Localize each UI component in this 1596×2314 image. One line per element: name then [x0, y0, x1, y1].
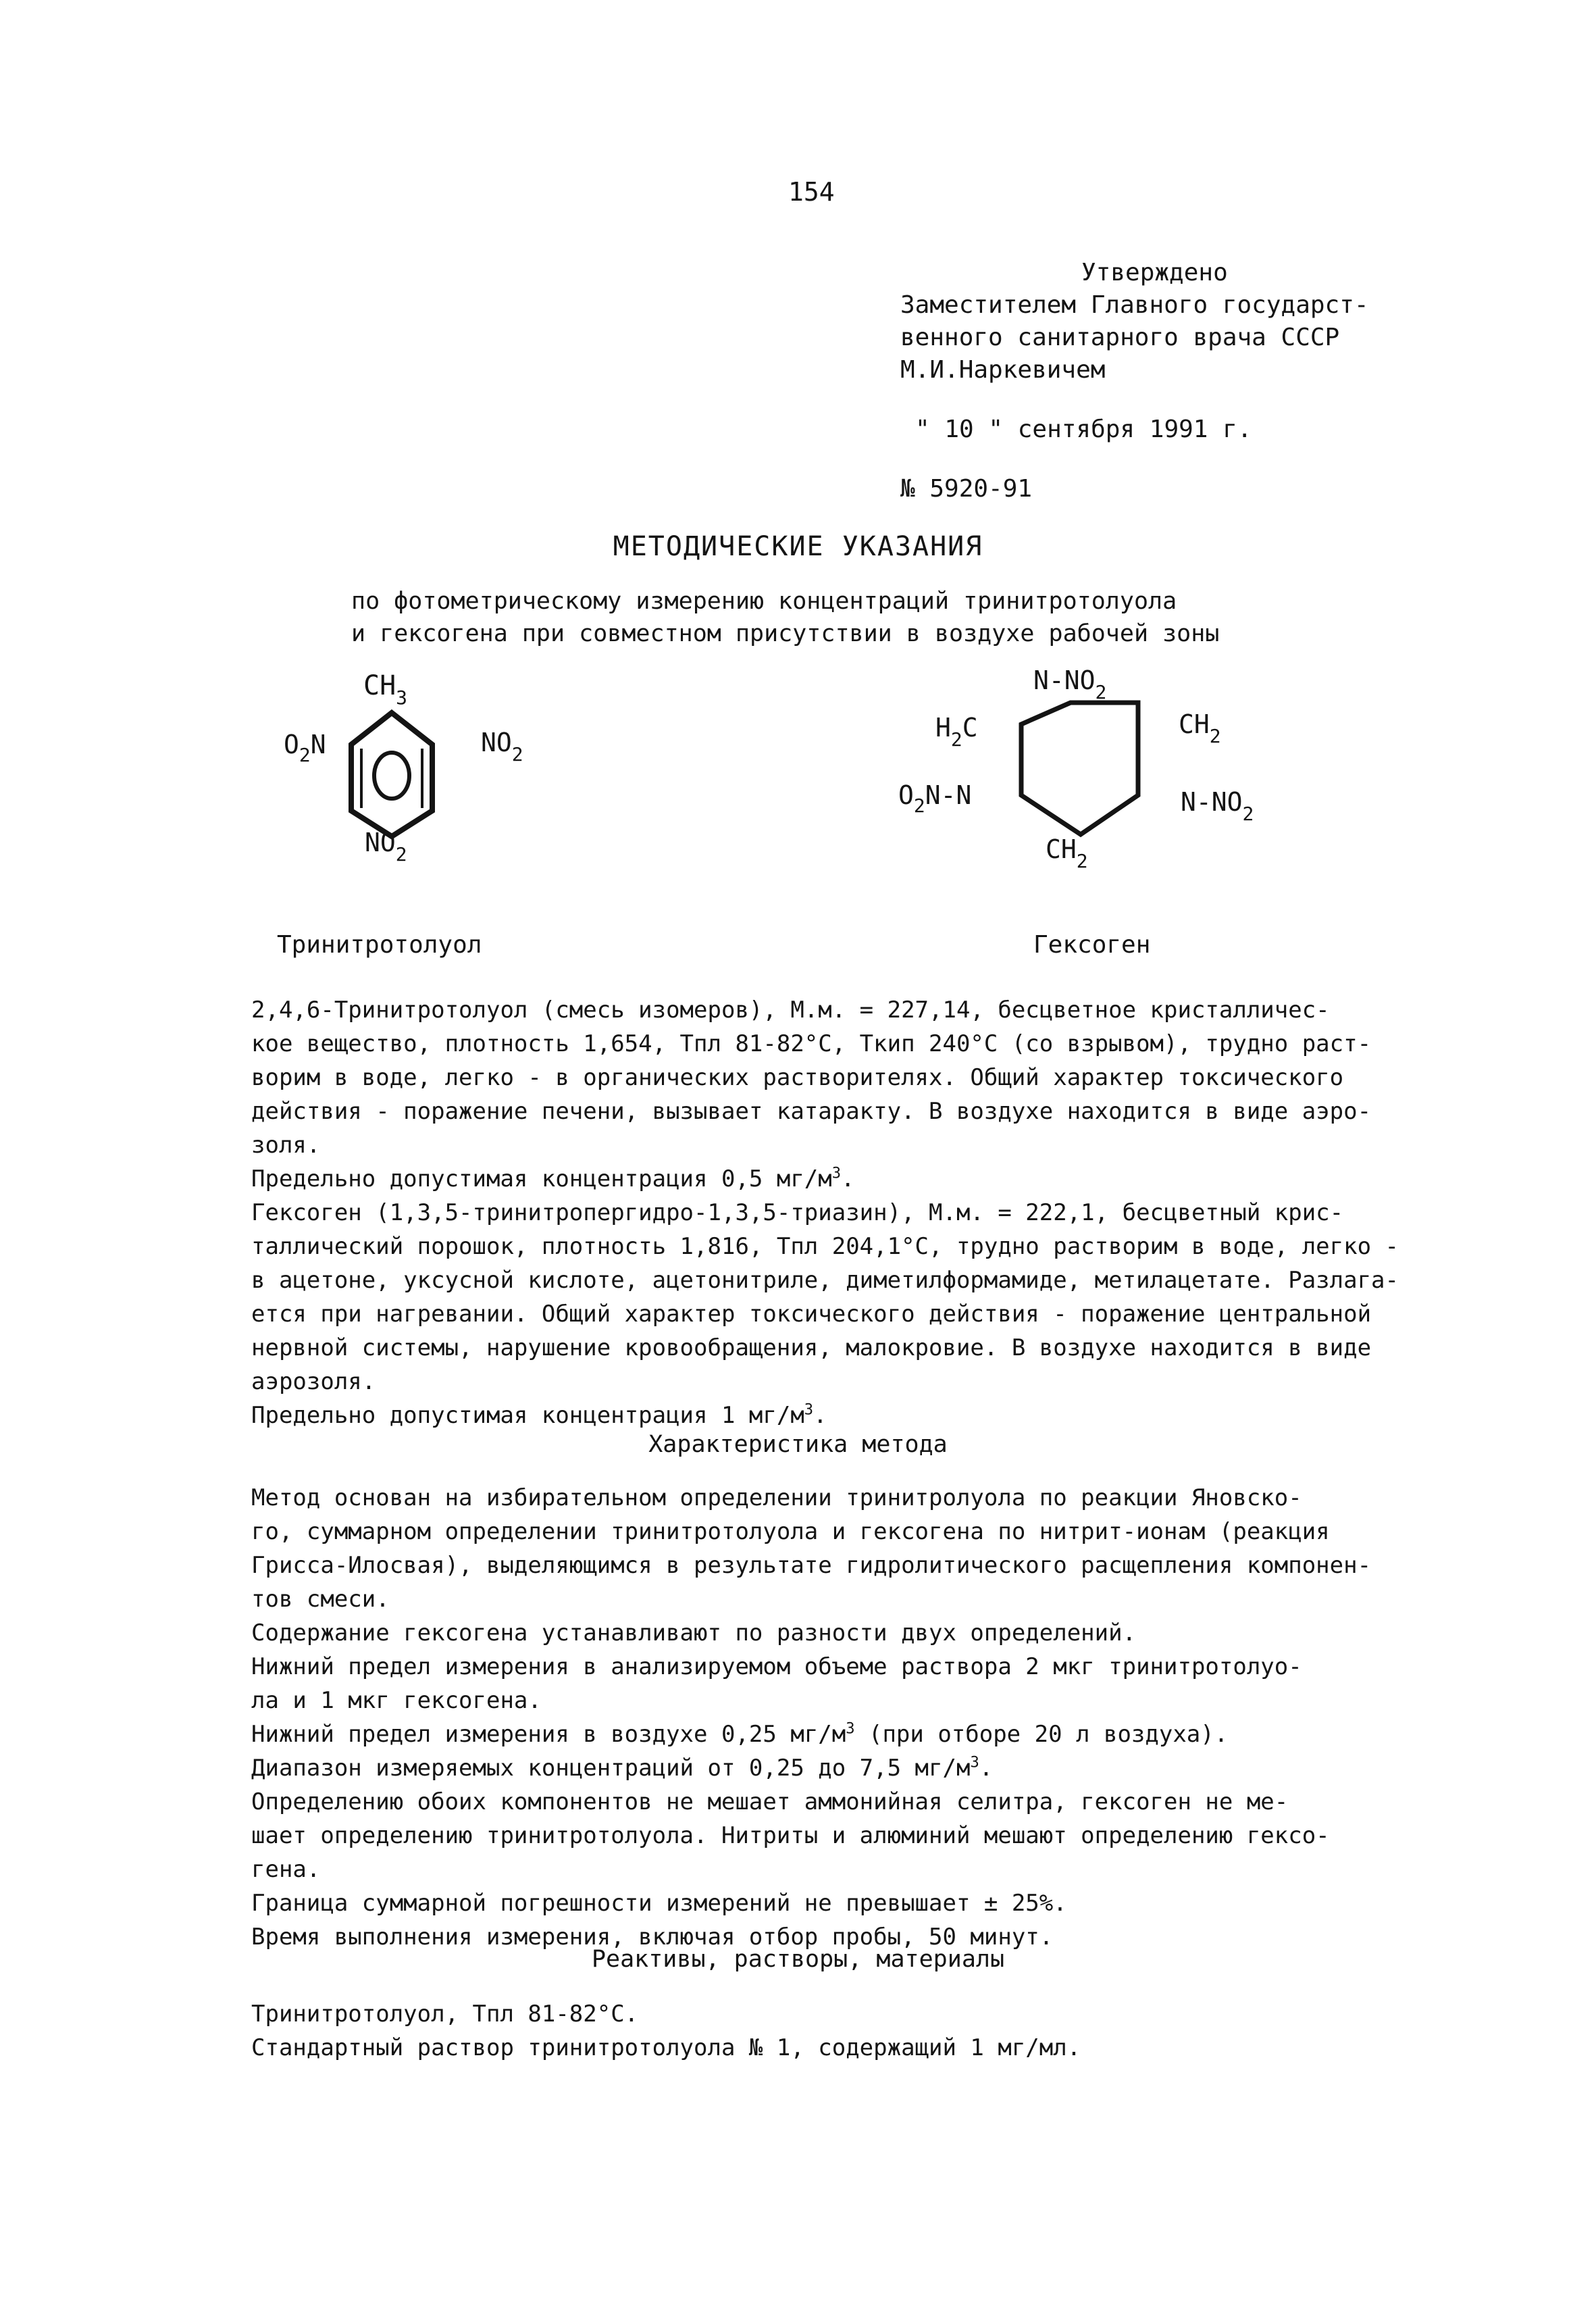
approval-heading: Утверждено: [1081, 259, 1228, 286]
text-fragment: Нижний предел измерения в воздухе 0,25 мг/м: [251, 1721, 846, 1748]
approval-line: Заместителем Главного государст-: [900, 291, 1369, 319]
text-fragment: Диапазон измеряемых концентраций от 0,25 до 7,5 мг/м: [251, 1755, 971, 1782]
text-fragment: .: [979, 1755, 994, 1782]
limit-text: Предельно допустимая концентрация 0,5 мг/м: [251, 1165, 832, 1192]
tnt-limit: [251, 1162, 1453, 1196]
text-line: Граница суммарной погрешности измерений не превышает ± 25%.: [251, 1890, 1067, 1917]
no2-bottom-label: $NO_2$: [365, 828, 407, 865]
subtitle-line: и гексогена при совместном присутствии в воздухе рабочей зоны: [351, 620, 1220, 647]
text-line: кое вещество, плотность 1,654, Тпл 81-82°С, Ткип 240°С (со взрывом), трудно раст-: [251, 1030, 1372, 1057]
text-line: [251, 1717, 1453, 1751]
approval-block: [900, 257, 1369, 505]
text-line: Определению обоих компонентов не мешает аммонийная селитра, гексоген не ме-: [251, 1788, 1289, 1815]
triazine-ring: [1021, 703, 1138, 834]
text-line: Тринитротолуол, Тпл 81-82°С.: [251, 2001, 639, 2028]
o2n-n-label: $O_2N-N$: [898, 780, 972, 817]
subtitle-line: по фотометрическому измерению концентраций тринитротолуола: [351, 588, 1177, 615]
page-number: 154: [788, 177, 835, 207]
substance-description: [251, 993, 1453, 1432]
text-line: ется при нагревании. Общий характер токсического действия - поражение центральной: [251, 1301, 1372, 1328]
no2-right-label: $NO_2$: [481, 728, 523, 765]
text-line: Грисса-Илосвая), выделяющимся в результате гидролитического расщепления компонен-: [251, 1552, 1372, 1579]
text-line: Время выполнения измерения, включая отбор пробы, 50 минут.: [251, 1923, 1054, 1951]
text-line: нервной системы, нарушение кровообращения, малокровие. В воздухе находится в виде: [251, 1334, 1372, 1361]
tnt-paragraph: [251, 993, 1453, 1196]
reagents-section: [251, 1997, 1453, 2065]
text-line: золя.: [251, 1132, 321, 1159]
tnt-caption: Тринитротолуол: [277, 931, 482, 959]
document-title: МЕТОДИЧЕСКИЕ УКАЗАНИЯ: [613, 531, 983, 562]
text-line: Стандартный раствор тринитротолуола № 1, содержащий 1 мг/мл.: [251, 2034, 1081, 2061]
limit-text: Предельно допустимая концентрация 1 мг/м: [251, 1402, 804, 1429]
text-line: гена.: [251, 1856, 321, 1883]
limit-end: .: [841, 1165, 855, 1192]
hexogen-paragraph: [251, 1196, 1453, 1432]
method-section: [251, 1481, 1453, 1954]
approval-line: венного санитарного врача СССР: [900, 324, 1340, 351]
text-line: Нижний предел измерения в анализируемом объеме раствора 2 мкг тринитротолуо-: [251, 1653, 1302, 1680]
text-fragment: (при отборе 20 л воздуха).: [854, 1721, 1229, 1748]
hexogen-limit: [251, 1399, 1453, 1432]
approval-date: " 10 " сентября 1991 г.: [915, 416, 1252, 443]
text-line: Содержание гексогена устанавливают по разности двух определений.: [251, 1619, 1137, 1646]
text-line: [251, 1751, 1453, 1785]
tnt-structure: [284, 670, 523, 865]
method-heading: Характеристика метода: [648, 1431, 948, 1458]
text-line: шает определению тринитротолуола. Нитриты и алюминий мешают определению гексо-: [251, 1822, 1330, 1849]
h2c-label: $H_2C$: [935, 713, 978, 751]
n-no2-top-label: $N-NO_2$: [1033, 665, 1107, 703]
reagents-heading: Реактивы, растворы, материалы: [591, 1946, 1005, 1973]
ring-aromatic-circle: [374, 753, 409, 799]
text-line: в ацетоне, уксусной кислоте, ацетонитриле, диметилформамиде, метилацетате. Разлага-: [251, 1267, 1399, 1294]
text-line: аэрозоля.: [251, 1368, 376, 1395]
ch2-bottom-label: $CH_2$: [1046, 834, 1088, 872]
superscript: 3: [846, 1719, 855, 1738]
document-subtitle: [351, 585, 1219, 650]
approval-number: № 5920-91: [900, 475, 1033, 503]
hexogen-structure: [898, 665, 1254, 872]
text-line: действия - поражение печени, вызывает катаракту. В воздухе находится в виде аэро-: [251, 1098, 1372, 1125]
text-line: таллический порошок, плотность 1,816, Тпл 204,1°С, трудно растворим в воде, легко -: [251, 1233, 1399, 1260]
text-line: 2,4,6-Тринитротолуол (смесь изомеров), М.м. = 227,14, бесцветное кристалличес-: [251, 997, 1330, 1024]
ch2-right-label: $CH_2$: [1179, 709, 1221, 747]
text-line: го, суммарном определении тринитротолуола и гексогена по нитрит-ионам (реакция: [251, 1518, 1330, 1545]
text-line: Метод основан на избирательном определении тринитролуола по реакции Яновско-: [251, 1484, 1302, 1511]
superscript: 3: [970, 1753, 979, 1771]
limit-end: .: [813, 1402, 827, 1429]
hexogen-caption: Гексоген: [1033, 931, 1151, 959]
benzene-ring: [351, 713, 432, 836]
n-no2-right-label: $N-NO_2$: [1181, 787, 1254, 825]
text-line: Гексоген (1,3,5-тринитропергидро-1,3,5-триазин), М.м. = 222,1, бесцветный крис-: [251, 1199, 1344, 1226]
ch3-label: $CH_3$: [363, 670, 408, 709]
superscript: 3: [804, 1401, 814, 1419]
text-line: ворим в воде, легко - в органических растворителях. Общий характер токсического: [251, 1064, 1344, 1091]
text-line: тов смеси.: [251, 1586, 390, 1613]
superscript: 3: [831, 1164, 842, 1182]
approval-signatory: М.И.Наркевичем: [900, 356, 1106, 384]
o2n-label: $O_2N$: [284, 730, 326, 766]
text-line: ла и 1 мкг гексогена.: [251, 1687, 542, 1714]
